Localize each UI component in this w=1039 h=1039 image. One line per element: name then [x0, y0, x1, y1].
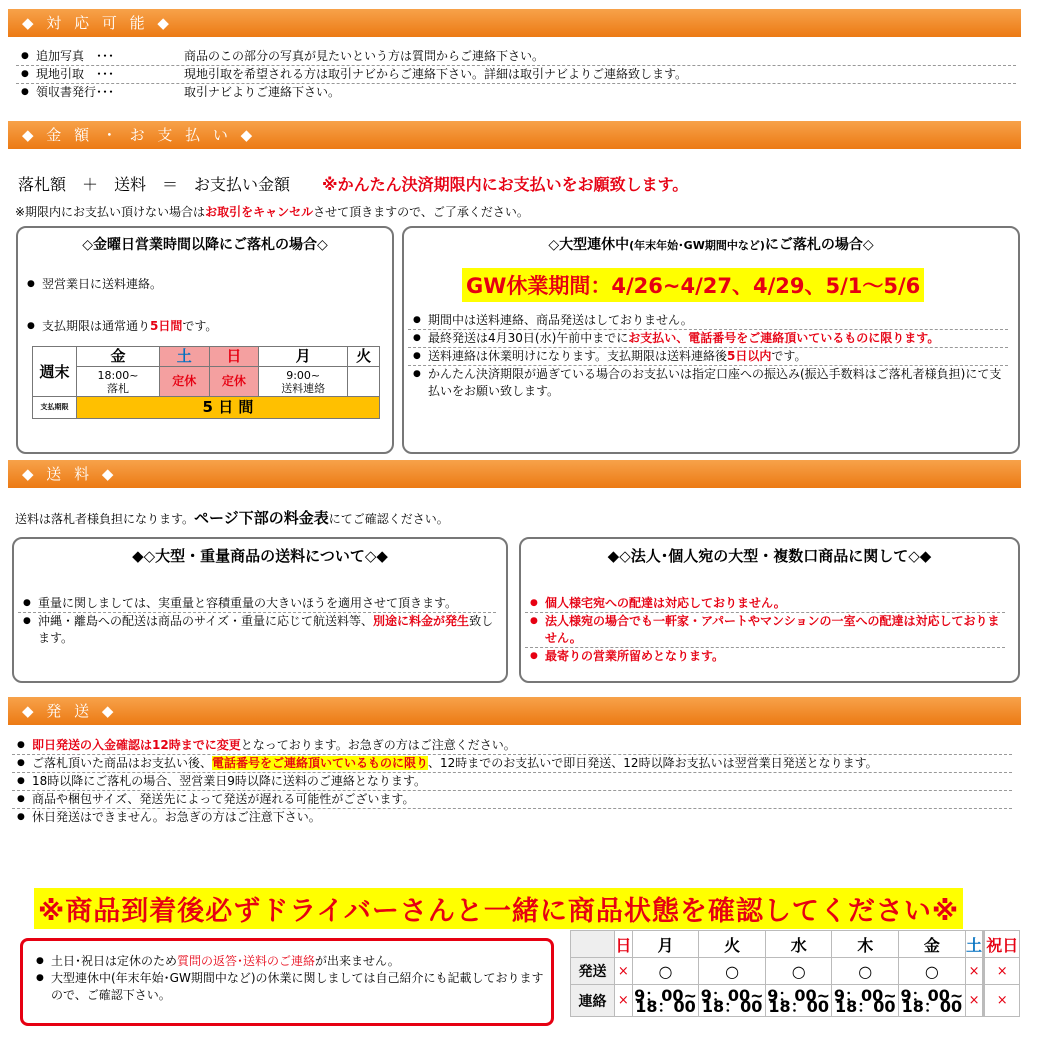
friday-box-title: ◇金曜日営業時間以降にご落札の場合◇	[82, 237, 328, 253]
list-item: ● 追加写真 ･･･ 商品のこの部分の写真が見たいという方は質問からご連絡下さい。	[16, 48, 1016, 66]
list-item: ● ご落札頂いた商品はお支払い後、電話番号をご連絡頂いているものに限り、12時までのお支払いで即日発送、12時以降お支払いは翌営業日発送となります。	[12, 755, 1012, 773]
list-item: ● かんたん決済期限が過ぎている場合のお支払いは指定口座への振込み(振込手数料はご落札者様負担)にて支払いをお願い致します。	[408, 366, 1008, 400]
ship-sun: ×	[615, 958, 633, 985]
holiday-note-list	[31, 953, 547, 1004]
corner-cell	[571, 931, 615, 958]
cell-sat: 定休	[160, 367, 210, 397]
contact-mon: 9：00~ 18：00	[634, 985, 697, 1016]
friday-box	[16, 226, 394, 454]
driver-banner: ※商品到着後必ずドライバーさんと一緒に商品状態を確認してください※	[34, 888, 963, 929]
contact-wed: 9：00~ 18：00	[767, 985, 831, 1016]
list-item: ● 土日･祝日は定休のため質問の返答･送料のご連絡が出来ません。	[31, 953, 547, 970]
cell-mon: 9:00~ 送料連絡	[259, 367, 348, 397]
ship-mon: ○	[632, 958, 699, 985]
ship-wed: ○	[765, 958, 832, 985]
day-tue: 火	[348, 347, 380, 367]
list-item: ● 休日発送はできません。お急ぎの方はご注意下さい。	[12, 809, 1012, 826]
friday-list	[22, 276, 382, 293]
day-holiday: 祝日	[984, 931, 1020, 958]
heavy-box-title: ◆◇大型・重量商品の送料について◇◆	[132, 547, 388, 565]
ship-sat: ×	[965, 958, 984, 985]
day-sat: 土	[160, 347, 210, 367]
gw-period: GW休業期間：4/26~4/27、4/29、5/1～5/6	[462, 268, 924, 302]
list-item: ● 最終発送は4月30日(水)午前中までにお支払い、電話番号をご連絡頂いているものに限ります。	[408, 330, 1008, 348]
ship-label: 発送	[571, 958, 615, 985]
ship-thu: ○	[832, 958, 899, 985]
payment-formula: 落札額 ＋ 送料 ＝ お支払い金額 ※かんたん決済期限内にお支払いをお願致します。	[18, 175, 689, 194]
cell-fri: 18:00~ 落札	[77, 367, 160, 397]
day-mon: 月	[259, 347, 348, 367]
list-item: ● 即日発送の入金確認は12時までに変更となっております。お急ぎの方はご注意ください。	[12, 737, 1012, 755]
corporate-box-title: ◆◇法人･個人宛の大型・複数口商品に関して◇◆	[607, 547, 932, 565]
day-fri: 金	[899, 931, 966, 958]
heavy-list	[18, 595, 496, 647]
list-item: ● 法人様宛の場合でも一軒家・アパートやマンションの一室への配達は対応しておりません。	[525, 613, 1005, 648]
contact-thu: 9：00~ 18：00	[833, 985, 897, 1016]
fee-intro: 送料は落札者様負担になります。ページ下部の料金表にてご確認ください。	[15, 509, 449, 527]
list-item: ● 期間中は送料連絡、商品発送はしておりません。	[408, 312, 1008, 330]
ship-tue: ○	[699, 958, 766, 985]
limit-label: 支払期限	[33, 397, 77, 419]
list-item: ● 沖縄・離島への配送は商品のサイズ・重量に応じて航送料等、別途に料金が発生致します。	[18, 613, 496, 647]
holiday-box	[402, 226, 1020, 454]
day-sun: 日	[209, 347, 259, 367]
list-item: ● 現地引取 ･･･ 現地引取を希望される方は取引ナビからご連絡下さい。詳細は取引ナビよりご連絡致します。	[16, 66, 1016, 84]
corporate-list	[525, 595, 1005, 665]
contact-tue: 9：00~ 18：00	[700, 985, 764, 1016]
list-item: ● 最寄りの営業所留めとなります。	[525, 648, 1005, 665]
list-item: ● 翌営業日に送料連絡。	[22, 276, 382, 293]
heavy-box	[12, 537, 508, 683]
day-tue: 火	[699, 931, 766, 958]
list-item: ● 重量に関しましては、実重量と容積重量の大きいほうを適用させて頂きます。	[18, 595, 496, 613]
dispatch-list	[12, 737, 1012, 826]
ship-holiday: ×	[984, 958, 1020, 985]
limit-value: 5 日 間	[77, 397, 380, 419]
day-mon: 月	[632, 931, 699, 958]
ship-fri: ○	[899, 958, 966, 985]
list-item: ● 18時以降にご落札の場合、翌営業日9時以降に送料のご連絡となります。	[12, 773, 1012, 791]
list-item: ● 送料連絡は休業明けになります。支払期限は送料連絡後5日以内です。	[408, 348, 1008, 366]
cancel-note: ※期限内にお支払い頂けない場合はお取引をキャンセルさせて頂きますので、ご了承ください。	[15, 205, 529, 219]
holiday-note-box	[20, 938, 554, 1026]
contact-sat: ×	[965, 985, 984, 1017]
day-sat: 土	[965, 931, 984, 958]
cell-sun: 定休	[209, 367, 259, 397]
section-header-payment: ◆ 金 額 ・ お 支 払 い ◆	[8, 121, 1021, 149]
day-wed: 水	[765, 931, 832, 958]
list-item: ● 大型連休中(年末年始･GW期間中など)の休業に関しましては自己紹介にも記載しておりますので、ご確認下さい。	[31, 970, 547, 1004]
contact-label: 連絡	[571, 985, 615, 1017]
section-header-support: ◆ 対 応 可 能 ◆	[8, 9, 1021, 37]
day-fri: 金	[77, 347, 160, 367]
list-item: ● 支払期限は通常通り5日間です。	[22, 318, 382, 335]
contact-holiday: ×	[984, 985, 1020, 1017]
support-list	[16, 48, 1016, 101]
list-item: ● 個人様宅宛への配達は対応しておりません。	[525, 595, 1005, 613]
corporate-box	[519, 537, 1020, 683]
weekend-table	[32, 346, 380, 419]
list-item: ● 商品や梱包サイズ、発送先によって発送が遅れる可能性がございます。	[12, 791, 1012, 809]
schedule-table	[570, 930, 1020, 1017]
holiday-box-title: ◇大型連休中(年末年始･GW期間中など)にご落札の場合◇	[548, 237, 874, 253]
friday-list-2	[22, 318, 382, 335]
list-item: ● 領収書発行･･･ 取引ナビよりご連絡下さい。	[16, 84, 1016, 101]
cell-tue	[348, 367, 380, 397]
contact-fri: 9：00~ 18：00	[900, 985, 964, 1016]
day-thu: 木	[832, 931, 899, 958]
weekend-label: 週末	[33, 347, 77, 397]
contact-sun: ×	[615, 985, 633, 1017]
section-header-dispatch: ◆ 発 送 ◆	[8, 697, 1021, 725]
holiday-list	[408, 312, 1008, 400]
day-sun: 日	[615, 931, 633, 958]
section-header-shipping-fee: ◆ 送 料 ◆	[8, 460, 1021, 488]
